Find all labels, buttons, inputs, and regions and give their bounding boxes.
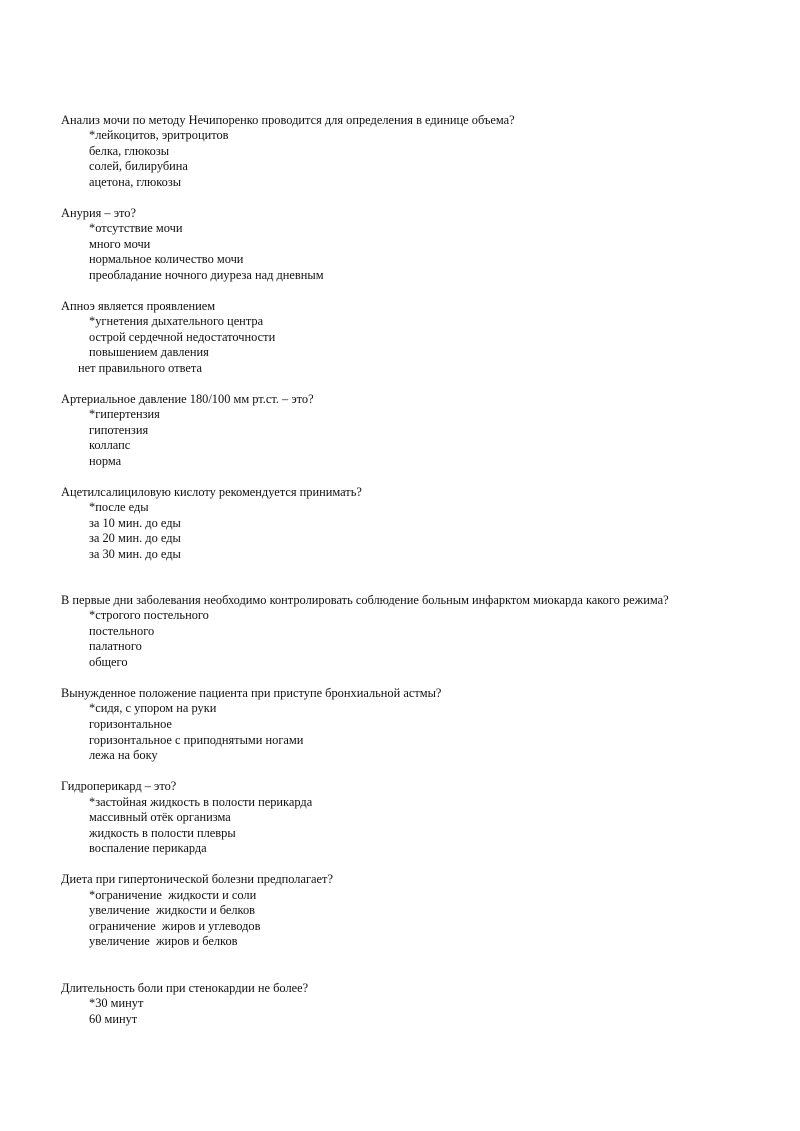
answer-option: преобладание ночного диуреза над дневным: [89, 268, 324, 282]
answer-option: коллапс: [89, 438, 131, 452]
answer-option: палатного: [89, 639, 142, 653]
answer-option: увеличение жиров и белков: [89, 934, 238, 948]
answer-option: гипотензия: [89, 423, 149, 437]
answer-option: ограничение жиров и углеводов: [89, 919, 261, 933]
answer-option: *после еды: [89, 500, 149, 514]
question-text: Артериальное давление 180/100 мм рт.ст. – это?: [61, 392, 314, 406]
answer-option: за 30 мин. до еды: [89, 547, 181, 561]
answer-option: ацетона, глюкозы: [89, 175, 182, 189]
question-text: Диета при гипертонической болезни предполагает?: [61, 872, 333, 886]
answer-option: воспаление перикарда: [89, 841, 207, 855]
answer-option: общего: [89, 655, 128, 669]
question-text: Ацетилсалициловую кислоту рекомендуется принимать?: [61, 485, 362, 499]
answer-option: нормальное количество мочи: [89, 252, 244, 266]
answer-option: увеличение жидкости и белков: [89, 903, 255, 917]
answer-option: горизонтальное с приподнятыми ногами: [89, 733, 304, 747]
answer-option: повышением давления: [89, 345, 209, 359]
question-text: Длительность боли при стенокардии не более?: [61, 981, 309, 995]
answer-option: *лейкоцитов, эритроцитов: [89, 128, 229, 142]
answer-option: горизонтальное: [89, 717, 172, 731]
answer-option: белка, глюкозы: [89, 144, 170, 158]
answer-option: *30 минут: [89, 996, 144, 1010]
answer-option: постельного: [89, 624, 155, 638]
answer-option: за 20 мин. до еды: [89, 531, 181, 545]
question-text: В первые дни заболевания необходимо контролировать соблюдение больным инфарктом миокарда какого режима?: [61, 593, 669, 607]
answer-option: *отсутствие мочи: [89, 221, 183, 235]
answer-option: солей, билирубина: [89, 159, 188, 173]
answer-option: *угнетения дыхательного центра: [89, 314, 264, 328]
question-text: Гидроперикард – это?: [61, 779, 177, 793]
answer-option: *гипертензия: [89, 407, 160, 421]
answer-option: 60 минут: [89, 1012, 138, 1026]
answer-option: *строгого постельного: [89, 608, 209, 622]
question-text: Анурия – это?: [61, 206, 136, 220]
answer-option: лежа на боку: [89, 748, 158, 762]
answer-option: нет правильного ответа: [78, 361, 202, 375]
question-text: Анализ мочи по методу Нечипоренко проводится для определения в единице объема?: [61, 113, 515, 127]
answer-option: массивный отёк организма: [89, 810, 231, 824]
question-text: Апноэ является проявлением: [61, 299, 216, 313]
answer-option: *сидя, с упором на руки: [89, 701, 217, 715]
answer-option: много мочи: [89, 237, 151, 251]
answer-option: норма: [89, 454, 122, 468]
answer-option: за 10 мин. до еды: [89, 516, 181, 530]
question-text: Вынужденное положение пациента при приступе бронхиальной астмы?: [61, 686, 442, 700]
answer-option: острой сердечной недостаточности: [89, 330, 276, 344]
answer-option: *застойная жидкость в полости перикарда: [89, 795, 313, 809]
answer-option: жидкость в полости плевры: [89, 826, 236, 840]
answer-option: *ограничение жидкости и соли: [89, 888, 257, 902]
